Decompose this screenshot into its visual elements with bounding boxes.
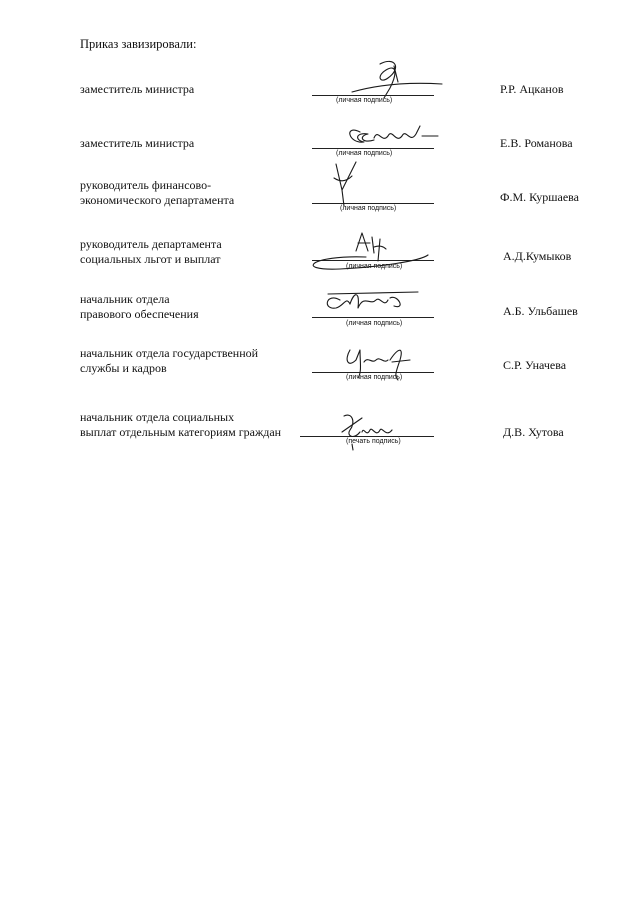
handwritten-signature (300, 231, 432, 273)
signatory-name: А.Д.Кумыков (503, 249, 572, 263)
signature-line (312, 317, 434, 318)
signature-caption: (личная подпись) (346, 374, 403, 381)
handwritten-signature (318, 282, 424, 316)
signatory-name: Ф.М. Куршаева (500, 190, 579, 204)
signatory-row (0, 82, 640, 142)
signature-caption: (личная подпись) (336, 97, 393, 104)
signatory-name: С.Р. Уначева (503, 358, 567, 372)
signatory-name: Е.В. Романова (500, 136, 573, 150)
signature-caption: (печать подпись) (346, 438, 401, 445)
signature-caption: (личная подпись) (346, 320, 403, 327)
signatory-position: заместитель министра (80, 136, 195, 150)
signatory-position: начальник отдела правового обеспечения (80, 292, 199, 321)
signatory-name: А.Б. Ульбашев (503, 304, 578, 318)
signatory-name: Д.В. Хутова (503, 425, 564, 439)
signature-caption: (личная подпись) (340, 205, 397, 212)
signatory-row (0, 178, 640, 238)
handwritten-signature (340, 58, 450, 100)
signatory-position: начальник отдела социальных выплат отдельным категориям граждан (80, 410, 282, 439)
signatory-row (0, 292, 640, 352)
signature-caption: (личная подпись) (336, 150, 393, 157)
signatory-position: руководитель финансово- экономического департамента (80, 178, 235, 207)
signatory-name: Р.Р. Ацканов (500, 82, 564, 96)
signatory-row (0, 410, 640, 470)
approval-heading: Приказ завизировали: (80, 37, 197, 51)
handwritten-signature (338, 408, 408, 452)
handwritten-signature (326, 160, 366, 212)
signatory-row (0, 346, 640, 406)
signature-caption: (личная подпись) (346, 263, 403, 270)
handwritten-signature (338, 114, 448, 154)
handwritten-signature (338, 342, 418, 382)
signatory-position: заместитель министра (80, 82, 195, 96)
signatory-position: руководитель департамента социальных льгот и выплат (80, 237, 222, 266)
signatory-position: начальник отдела государственной службы и кадров (80, 346, 259, 375)
